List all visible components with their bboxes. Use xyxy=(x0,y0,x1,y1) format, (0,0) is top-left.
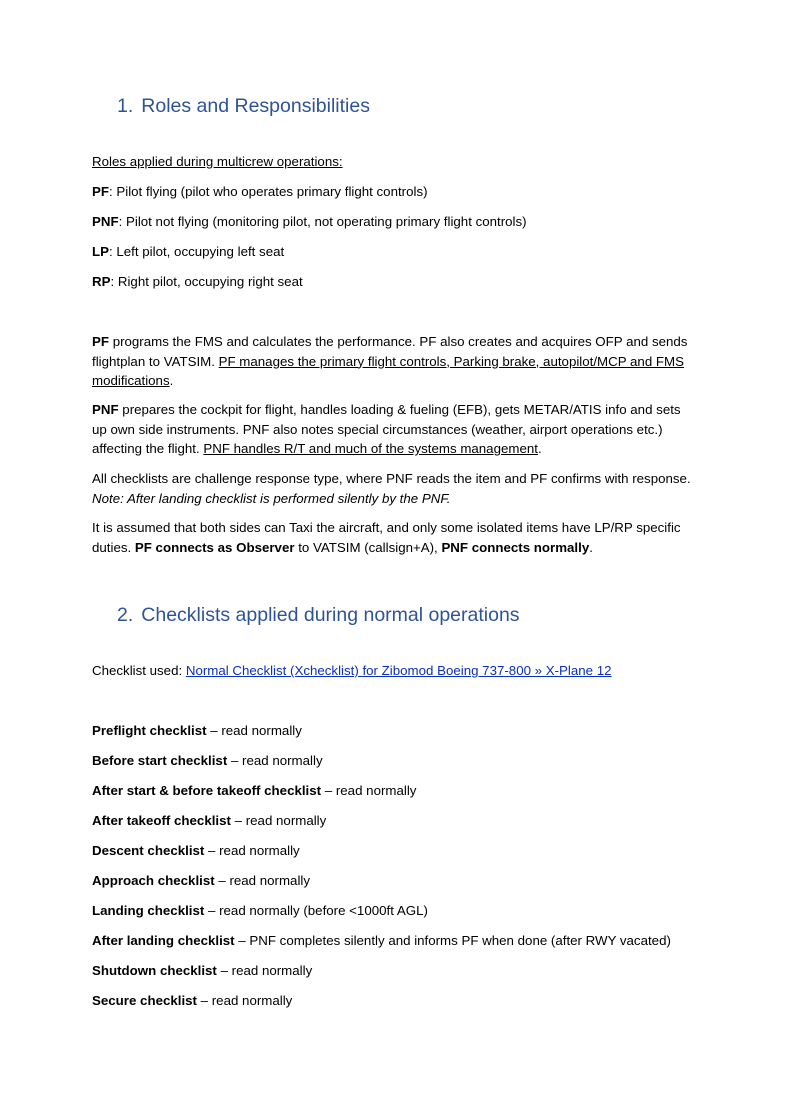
role-desc: : Pilot flying (pilot who operates primary flight controls) xyxy=(109,184,428,199)
pnf-underlined: PNF handles R/T and much of the systems management xyxy=(203,441,538,456)
taxi-text-2: to VATSIM (callsign+A), xyxy=(294,539,442,555)
checklist-desc: – read normally xyxy=(214,873,311,888)
taxi-bold-1: PF connects as Observer xyxy=(134,539,295,555)
pnf-paragraph xyxy=(92,400,697,459)
role-item xyxy=(92,182,428,202)
checklist-item xyxy=(92,841,300,861)
checklist-item xyxy=(92,871,310,891)
roles-intro: Roles applied during multicrew operations: xyxy=(92,154,343,169)
checklist-item xyxy=(92,931,671,951)
checklist-name: Descent checklist xyxy=(92,843,205,858)
checklist-item xyxy=(92,901,428,921)
checklist-name: Secure checklist xyxy=(92,993,197,1008)
checklist-used-label: Checklist used: xyxy=(92,663,186,678)
role-desc: : Left pilot, occupying left seat xyxy=(109,244,285,259)
role-item xyxy=(92,212,527,232)
role-item xyxy=(92,272,303,292)
checklist-desc: – read normally (before <1000ft AGL) xyxy=(204,903,428,918)
checklist-type-text: All checklists are challenge response type, where PNF reads the item and PF confirms with response. xyxy=(92,471,691,486)
role-item xyxy=(92,242,284,262)
checklist-desc: – PNF completes silently and informs PF when done (after RWY vacated) xyxy=(234,933,671,948)
pnf-text: prepares the cockpit for flight, handles loading & fueling (EFB), gets METAR/ATIS info and sets up own side instruments. PNF also notes special circumstances (weather, airport operations etc.) affecting the flight. xyxy=(92,402,681,456)
checklist-desc: – read normally xyxy=(196,993,293,1008)
role-abbr: LP xyxy=(92,244,109,259)
pnf-end: . xyxy=(537,441,542,456)
section-title: Checklists applied during normal operations xyxy=(141,604,520,626)
checklist-desc: – read normally xyxy=(216,963,313,978)
section-title: Roles and Responsibilities xyxy=(141,95,370,117)
checklist-desc: – read normally xyxy=(321,783,417,798)
checklist-item xyxy=(92,721,302,741)
taxi-end: . xyxy=(589,539,593,555)
checklist-desc: – read normally xyxy=(227,753,323,768)
checklist-item xyxy=(92,811,326,831)
checklist-name: After takeoff checklist xyxy=(92,813,231,828)
checklist-desc: – read normally xyxy=(230,813,327,828)
pnf-lead: PNF xyxy=(92,402,119,417)
taxi-bold-2: PNF connects normally xyxy=(441,539,590,555)
section-number: 1. xyxy=(117,95,134,117)
checklist-link[interactable]: Normal Checklist (Xchecklist) for Zibomod Boeing 737-800 » X-Plane 12 xyxy=(185,663,612,678)
checklist-desc: – read normally xyxy=(206,723,302,738)
checklist-name: Shutdown checklist xyxy=(92,963,217,978)
role-abbr: RP xyxy=(92,274,111,289)
taxi-text-1: It is assumed that both sides can Taxi the aircraft, and only some isolated items have LP/RP specific duties. xyxy=(92,520,681,555)
checklist-name: Landing checklist xyxy=(92,903,205,918)
role-desc: : Right pilot, occupying right seat xyxy=(110,274,303,289)
pf-underlined: PF manages the primary flight controls, Parking brake, autopilot/MCP and FMS modifications xyxy=(92,353,684,388)
section-1-heading xyxy=(117,95,370,118)
checklist-item xyxy=(92,781,416,801)
checklist-type-paragraph xyxy=(92,469,697,508)
checklist-name: After landing checklist xyxy=(92,933,235,948)
pf-paragraph xyxy=(92,332,697,391)
pf-lead: PF xyxy=(92,334,109,349)
pf-text: programs the FMS and calculates the performance. PF also creates and acquires OFP and sends flightplan to VATSIM. xyxy=(92,334,688,369)
section-2-heading xyxy=(117,604,520,627)
checklist-name: After start & before takeoff checklist xyxy=(92,783,322,798)
checklist-note: Note: After landing checklist is performed silently by the PNF. xyxy=(92,490,451,506)
checklist-item xyxy=(92,961,312,981)
checklist-desc: – read normally xyxy=(204,843,300,858)
role-desc: : Pilot not flying (monitoring pilot, not operating primary flight controls) xyxy=(118,214,527,229)
checklist-name: Preflight checklist xyxy=(92,723,207,738)
pf-end: . xyxy=(169,373,174,388)
taxi-paragraph xyxy=(92,518,697,557)
checklist-name: Approach checklist xyxy=(92,873,215,888)
role-abbr: PF xyxy=(92,184,109,199)
checklist-used-line xyxy=(92,661,612,681)
checklist-item xyxy=(92,751,323,771)
checklist-item xyxy=(92,991,292,1011)
checklist-name: Before start checklist xyxy=(92,753,228,768)
role-abbr: PNF xyxy=(92,214,119,229)
section-number: 2. xyxy=(117,604,134,626)
